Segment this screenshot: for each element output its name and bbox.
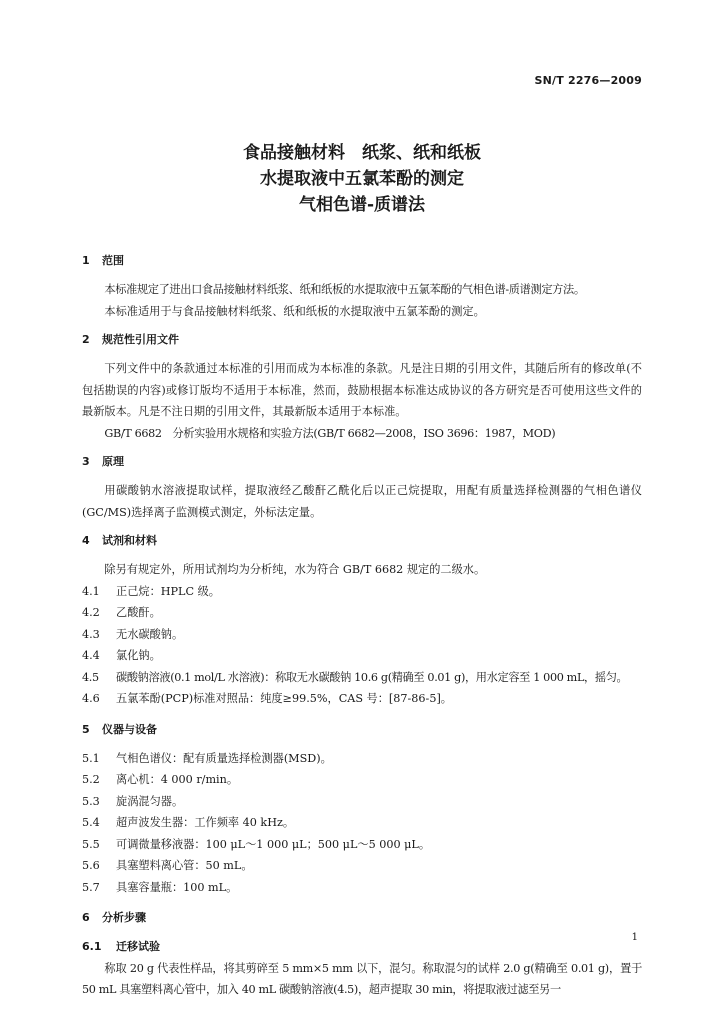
- list-item: [82, 748, 642, 770]
- list-item: [82, 602, 642, 624]
- list-item: [82, 791, 642, 813]
- item-text: 具塞塑料离心管：50 mL。: [116, 859, 253, 872]
- item-text: 乙酸酐。: [116, 606, 161, 619]
- item-number: 4.1: [82, 584, 100, 598]
- section-5-heading: [82, 719, 642, 741]
- list-item: [82, 688, 642, 710]
- list-item: [82, 645, 642, 667]
- page-number: 1: [631, 932, 638, 943]
- reference-entry: GB/T 6682 分析实验用水规格和实验方法(GB/T 6682—2008，ISO 3696：1987，MOD): [104, 426, 556, 440]
- item-text: 具塞容量瓶：100 mL。: [116, 880, 238, 894]
- item-number: 5.3: [82, 794, 100, 808]
- list-item: [82, 855, 642, 877]
- title-line-1: 食品接触材料 纸浆、纸和纸板: [243, 143, 481, 163]
- paragraph: 本标准适用于与食品接触材料纸浆、纸和纸板的水提取液中五氯苯酚的测定。: [104, 304, 485, 318]
- list-item: [82, 812, 642, 834]
- title-line-3: 气相色谱-质谱法: [298, 195, 426, 215]
- section-number: 2: [82, 333, 90, 346]
- section-number: 5: [82, 722, 90, 736]
- document-title: [0, 140, 724, 218]
- item-text: 氯化钠。: [116, 649, 161, 662]
- item-number: 5.6: [82, 859, 100, 872]
- item-text: 气相色谱仪：配有质量选择检测器(MSD)。: [116, 751, 332, 765]
- title-line-2: 水提取液中五氯苯酚的测定: [260, 169, 464, 189]
- item-text: 离心机：4 000 r/min。: [116, 773, 239, 786]
- section-title: 仪器与设备: [102, 722, 157, 736]
- paragraph: 下列文件中的条款通过本标准的引用而成为本标准的条款。凡是注日期的引用文件，其随后所有的修改单(不包括勘误的内容)或修订版均不适用于本标准，然而，鼓励根据本标准达成协议的各方研究是否可使用这些文件的最新版本。凡是不注日期的引用文件，其最新版本适用于本标准。: [82, 362, 642, 418]
- list-item: [82, 581, 642, 603]
- item-number: 5.5: [82, 837, 100, 851]
- item-number: 5.1: [82, 751, 100, 765]
- section-1-heading: [82, 250, 642, 272]
- section-2-heading: [82, 329, 642, 351]
- section-number: 6: [82, 911, 90, 924]
- item-number: 5.4: [82, 816, 100, 829]
- item-number: 5.7: [82, 880, 100, 894]
- item-number: 4.6: [82, 692, 100, 705]
- paragraph: 除另有规定外，所用试剂均为分析纯，水为符合 GB/T 6682 规定的二级水。: [104, 563, 486, 576]
- section-title: 规范性引用文件: [102, 333, 179, 346]
- item-number: 4.4: [82, 649, 100, 662]
- list-item: [82, 877, 642, 899]
- list-item: [82, 667, 642, 689]
- standard-number: SN/T 2276—2009: [534, 74, 642, 87]
- list-item: [82, 834, 642, 856]
- section-4-heading: [82, 530, 642, 552]
- list-item: [82, 769, 642, 791]
- item-text: 无水碳酸钠。: [116, 627, 184, 641]
- section-number: 4: [82, 534, 90, 547]
- paragraph: 称取 20 g 代表性样品，将其剪碎至 5 mm×5 mm 以下，混匀。称取混匀的试样 2.0 g(精确至 0.01 g)，置于 50 mL 具塞塑料离心管中，加入 40 mL 碳酸钠溶液(4.5)，超声提取 30 min，将提取液过滤至另一: [82, 961, 642, 996]
- item-text: 碳酸钠溶液(0.1 mol/L 水溶液)：称取无水碳酸钠 10.6 g(精确至 0.01 g)，用水定容至 1 000 mL，摇匀。: [116, 670, 628, 684]
- item-text: 五氯苯酚(PCP)标准对照品：纯度≥99.5%，CAS 号：[87-86-5]。: [116, 692, 452, 705]
- item-number: 4.3: [82, 627, 100, 641]
- section-3-heading: [82, 451, 642, 473]
- item-number: 4.5: [82, 670, 99, 684]
- list-item: [82, 624, 642, 646]
- item-text: 可调微量移液器：100 μL～1 000 μL；500 μL～5 000 μL。: [116, 837, 431, 851]
- section-number: 1: [82, 254, 90, 267]
- item-number: 5.2: [82, 773, 100, 786]
- item-text: 超声波发生器：工作频率 40 kHz。: [116, 816, 295, 829]
- paragraph: 用碳酸钠水溶液提取试样，提取液经乙酸酐乙酰化后以正己烷提取，用配有质量选择检测器的气相色谱仪(GC/MS)选择离子监测模式测定，外标法定量。: [82, 484, 642, 519]
- section-title: 试剂和材料: [102, 534, 157, 547]
- section-title: 分析步骤: [102, 911, 146, 924]
- item-text: 旋涡混匀器。: [116, 794, 184, 808]
- item-text: 正己烷：HPLC 级。: [116, 584, 220, 598]
- item-number: 4.2: [82, 606, 100, 619]
- document-body: [82, 250, 642, 1001]
- subsection-title: 迁移试验: [116, 940, 160, 953]
- subsection-heading: [82, 936, 642, 958]
- section-title: 原理: [102, 455, 124, 468]
- paragraph: 本标准规定了进出口食品接触材料纸浆、纸和纸板的水提取液中五氯苯酚的气相色谱-质谱测定方法。: [104, 283, 585, 296]
- subsection-number: 6.1: [82, 940, 102, 953]
- section-number: 3: [82, 455, 90, 468]
- section-title: 范围: [102, 254, 124, 267]
- section-6-heading: [82, 907, 642, 929]
